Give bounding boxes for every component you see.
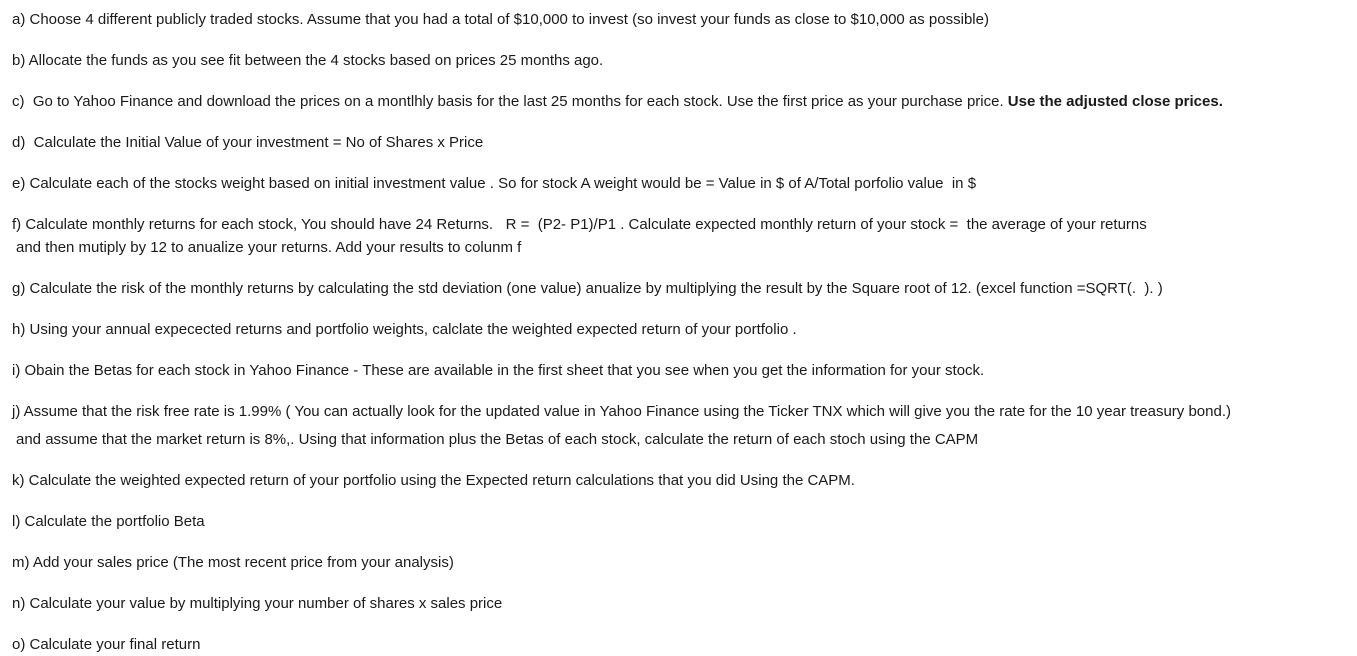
instruction-l bbox=[12, 511, 1353, 533]
instruction-j-continuation: and assume that the market return is 8%,. Using that information plus the Betas of each stock, calculate the return of each stoch using the CAPM bbox=[16, 431, 979, 448]
instruction-g bbox=[12, 278, 1353, 300]
instruction-c-bold-text: Use the adjusted close prices. bbox=[1007, 93, 1223, 110]
instruction-b-text: b) Allocate the funds as you see fit between the 4 stocks based on prices 25 months ago. bbox=[12, 52, 604, 69]
instruction-i-text: i) Obain the Betas for each stock in Yahoo Finance - These are available in the first sheet that you see when you get the information for your stock. bbox=[12, 362, 985, 379]
instruction-n-text: n) Calculate your value by multiplying your number of shares x sales price bbox=[12, 595, 503, 612]
instruction-e bbox=[12, 173, 1353, 195]
instruction-i bbox=[12, 360, 1353, 382]
instruction-m bbox=[12, 552, 1353, 574]
instruction-c bbox=[12, 91, 1353, 113]
instruction-m-text: m) Add your sales price (The most recent price from your analysis) bbox=[12, 554, 454, 571]
instruction-l-text: l) Calculate the portfolio Beta bbox=[12, 513, 205, 530]
instruction-b bbox=[12, 50, 1353, 72]
instruction-j bbox=[12, 401, 1353, 451]
instruction-e-text: e) Calculate each of the stocks weight based on initial investment value . So for stock A weight would be = Value in $ of A/Total porfolio value in $ bbox=[12, 175, 977, 192]
instruction-a bbox=[12, 9, 1353, 31]
instruction-n bbox=[12, 593, 1353, 615]
instruction-k-text: k) Calculate the weighted expected return of your portfolio using the Expected return calculations that you did Using the CAPM. bbox=[12, 472, 855, 489]
instruction-f-text: f) Calculate monthly returns for each stock, You should have 24 Returns. R = (P2- P1)/P1 . Calculate expected monthly return of your stock = the average of your returns bbox=[12, 216, 1147, 233]
instruction-o-text: o) Calculate your final return bbox=[12, 636, 201, 653]
instruction-j-text: j) Assume that the risk free rate is 1.99% ( You can actually look for the updated value in Yahoo Finance using the Ticker TNX which will give you the rate for the 10 year treasury bond.) bbox=[12, 403, 1231, 420]
instruction-f bbox=[12, 214, 1353, 259]
instruction-h-text: h) Using your annual expecected returns and portfolio weights, calclate the weighted expected return of your portfolio . bbox=[12, 321, 797, 338]
instruction-d bbox=[12, 132, 1353, 154]
instruction-f-continuation: and then mutiply by 12 to anualize your returns. Add your results to colunm f bbox=[16, 239, 522, 256]
instruction-g-text: g) Calculate the risk of the monthly returns by calculating the std deviation (one value) anualize by multiplying the result by the Square root of 12. (excel function =SQRT(. ). ) bbox=[12, 280, 1163, 297]
instruction-k bbox=[12, 470, 1353, 492]
instruction-c-text: c) Go to Yahoo Finance and download the prices on a montlhly basis for the last 25 months for each stock. Use the first price as your purchase price. bbox=[12, 93, 1008, 110]
instruction-o bbox=[12, 634, 1353, 656]
instruction-a-text: a) Choose 4 different publicly traded stocks. Assume that you had a total of $10,000 to invest (so invest your funds as close to $10,000 as possible) bbox=[12, 11, 989, 28]
instruction-h bbox=[12, 319, 1353, 341]
instruction-d-text: d) Calculate the Initial Value of your investment = No of Shares x Price bbox=[12, 134, 484, 151]
